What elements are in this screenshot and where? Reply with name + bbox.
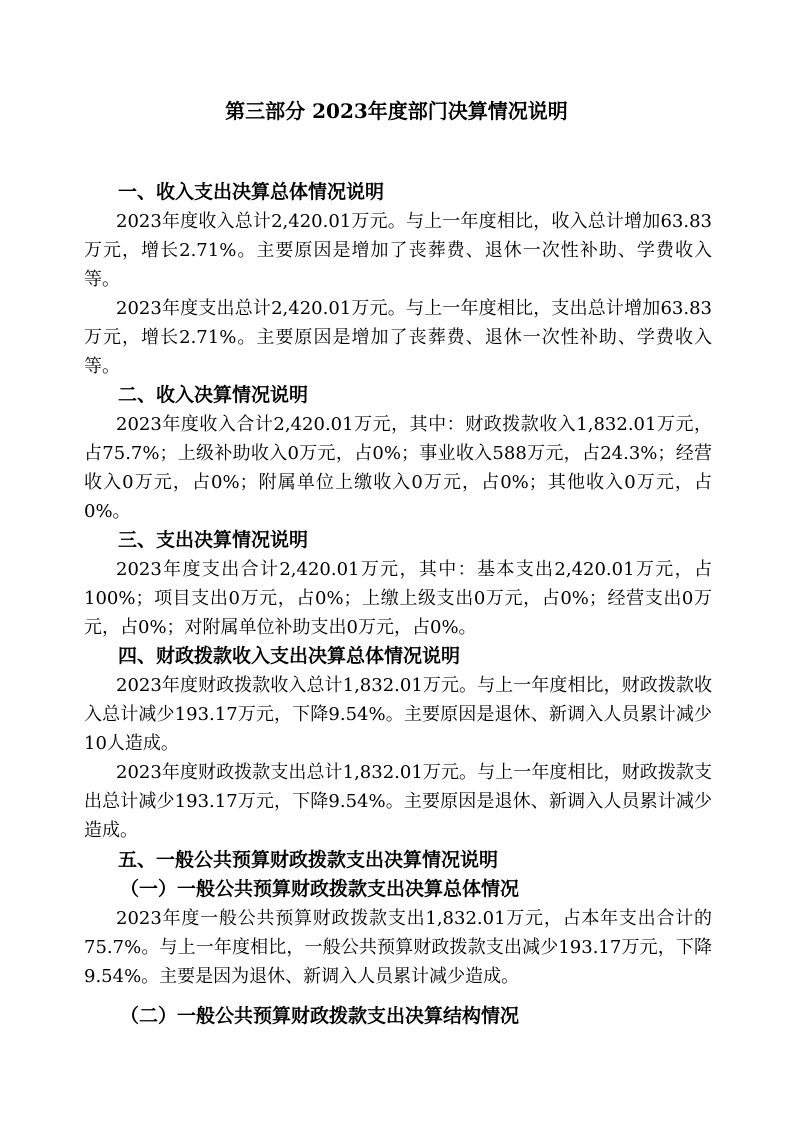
subsection-heading-5-2: （二）一般公共预算财政拨款支出决算结构情况 (120, 1005, 520, 1027)
section-heading-3: 三、支出决算情况说明 (118, 529, 309, 551)
paragraph-5-1: 2023年度一般公共预算财政拨款支出1,832.01万元，占本年支出合计的75.7%。与上一年度相比，一般公共预算财政拨款支出减少193.17万元，下降9.54%。主要是因为退休、新调入人员累计减少造成。 (84, 908, 712, 987)
subsection-heading-5-1: （一）一般公共预算财政拨款支出决算总体情况 (120, 878, 520, 900)
section-heading-2: 二、收入决算情况说明 (118, 384, 309, 406)
section-heading-5: 五、一般公共预算财政拨款支出决算情况说明 (118, 849, 499, 871)
paragraph-1-1: 2023年度收入总计2,420.01万元。与上一年度相比，收入总计增加63.83万元，增长2.71%。主要原因是增加了丧葬费、退休一次性补助、学费收入等。 (84, 211, 712, 290)
paragraph-4-1: 2023年度财政拨款收入总计1,832.01万元。与上一年度相比，财政拨款收入总计减少193.17万元，下降9.54%。主要原因是退休、新调入人员累计减少10人造成。 (84, 675, 712, 754)
paragraph-4-2: 2023年度财政拨款支出总计1,832.01万元。与上一年度相比，财政拨款支出总计减少193.17万元，下降9.54%。主要原因是退休、新调入人员累计减少造成。 (84, 762, 712, 841)
paragraph-2-1: 2023年度收入合计2,420.01万元，其中：财政拨款收入1,832.01万元，占75.7%；上级补助收入0万元，占0%；事业收入588万元，占24.3%；经营收入0万元，占0%；附属单位上缴收入0万元，占0%；其他收入0万元，占0%。 (84, 414, 712, 522)
paragraph-3-1: 2023年度支出合计2,420.01万元，其中：基本支出2,420.01万元，占100%；项目支出0万元，占0%；上缴上级支出0万元，占0%；经营支出0万元，占0%；对附属单位补助支出0万元，占0%。 (84, 559, 712, 638)
paragraph-1-2: 2023年度支出总计2,420.01万元。与上一年度相比，支出总计增加63.83万元，增长2.71%。主要原因是增加了丧葬费、退休一次性补助、学费收入等。 (84, 298, 712, 377)
page-title: 第三部分 2023年度部门决算情况说明 (225, 99, 568, 123)
section-heading-1: 一、收入支出决算总体情况说明 (118, 181, 385, 203)
section-heading-4: 四、财政拨款收入支出决算总体情况说明 (118, 645, 461, 667)
